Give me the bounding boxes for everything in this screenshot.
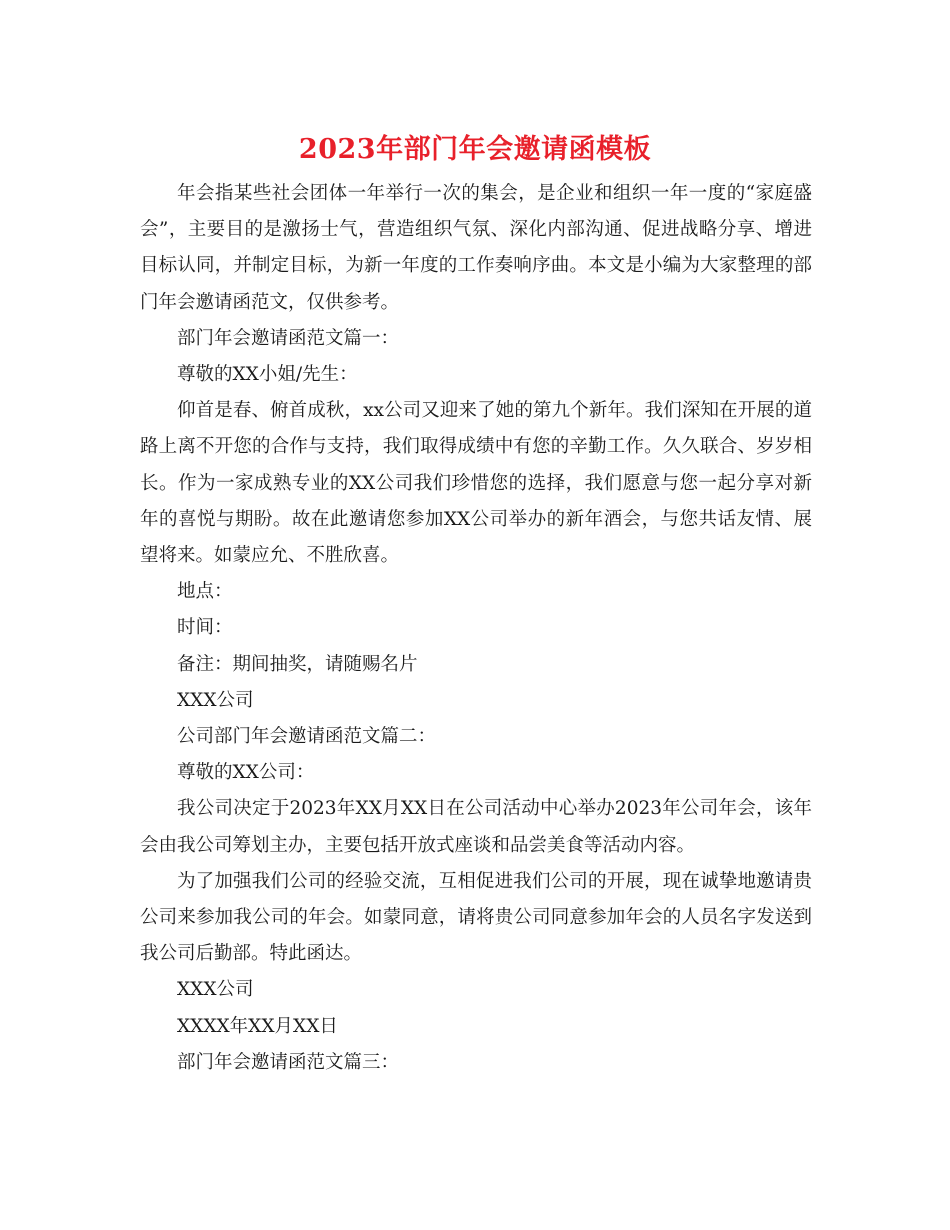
signature-1: XXX公司 [177,689,254,711]
letter-body-2a: 我公司决定于2023年XX月XX日在公司活动中心举办2023年公司年会，该年会由我公司筹划主办，主要包括开放式座谈和品尝美食等活动内容。 [140,798,812,856]
salutation-2: 尊敬的XX公司： [177,762,315,784]
section-heading-2: 公司部门年会邀请函范文篇二： [177,726,437,748]
salutation-1: 尊敬的XX小姐/先生： [177,364,358,386]
section-heading-1: 部门年会邀请函范文篇一： [177,327,400,349]
section-heading-3: 部门年会邀请函范文篇三： [177,1051,400,1073]
signature-2: XXX公司 [177,979,254,1001]
time-line: 时间： [177,617,233,639]
location-line: 地点： [177,581,233,603]
intro-paragraph: 年会指某些社会团体一年举行一次的集会，是企业和组织一年一度的“家庭盛会”，主要目的是激扬士气，营造组织气氛、深化内部沟通、促进战略分享、增进目标认同，并制定目标，为新一年度的工作奏响序曲。本文是小编为大家整理的部门年会邀请函范文，仅供参考。 [140,183,812,313]
note-line: 备注：期间抽奖，请随赐名片 [177,653,418,675]
letter-body-2b: 为了加强我们公司的经验交流，互相促进我们公司的开展，现在诚挚地邀请贵公司来参加我公司的年会。如蒙同意，请将贵公司同意参加年会的人员名字发送到我公司后勤部。特此函达。 [140,870,812,965]
letter-body-1: 仰首是春、俯首成秋，xx公司又迎来了她的第九个新年。我们深知在开展的道路上离不开您的合作与支持，我们取得成绩中有您的辛勤工作。久久联合、岁岁相长。作为一家成熟专业的XX公司我们珍惜您的选择，我们愿意与您一起分享对新年的喜悦与期盼。故在此邀请您参加XX公司举办的新年酒会，与您共话友情、展望将来。如蒙应允、不胜欣喜。 [140,400,812,567]
date-line: XXXX年XX月XX日 [177,1015,338,1037]
document-title: 2023年部门年会邀请函模板 [298,134,652,165]
document-body [140,176,812,1081]
